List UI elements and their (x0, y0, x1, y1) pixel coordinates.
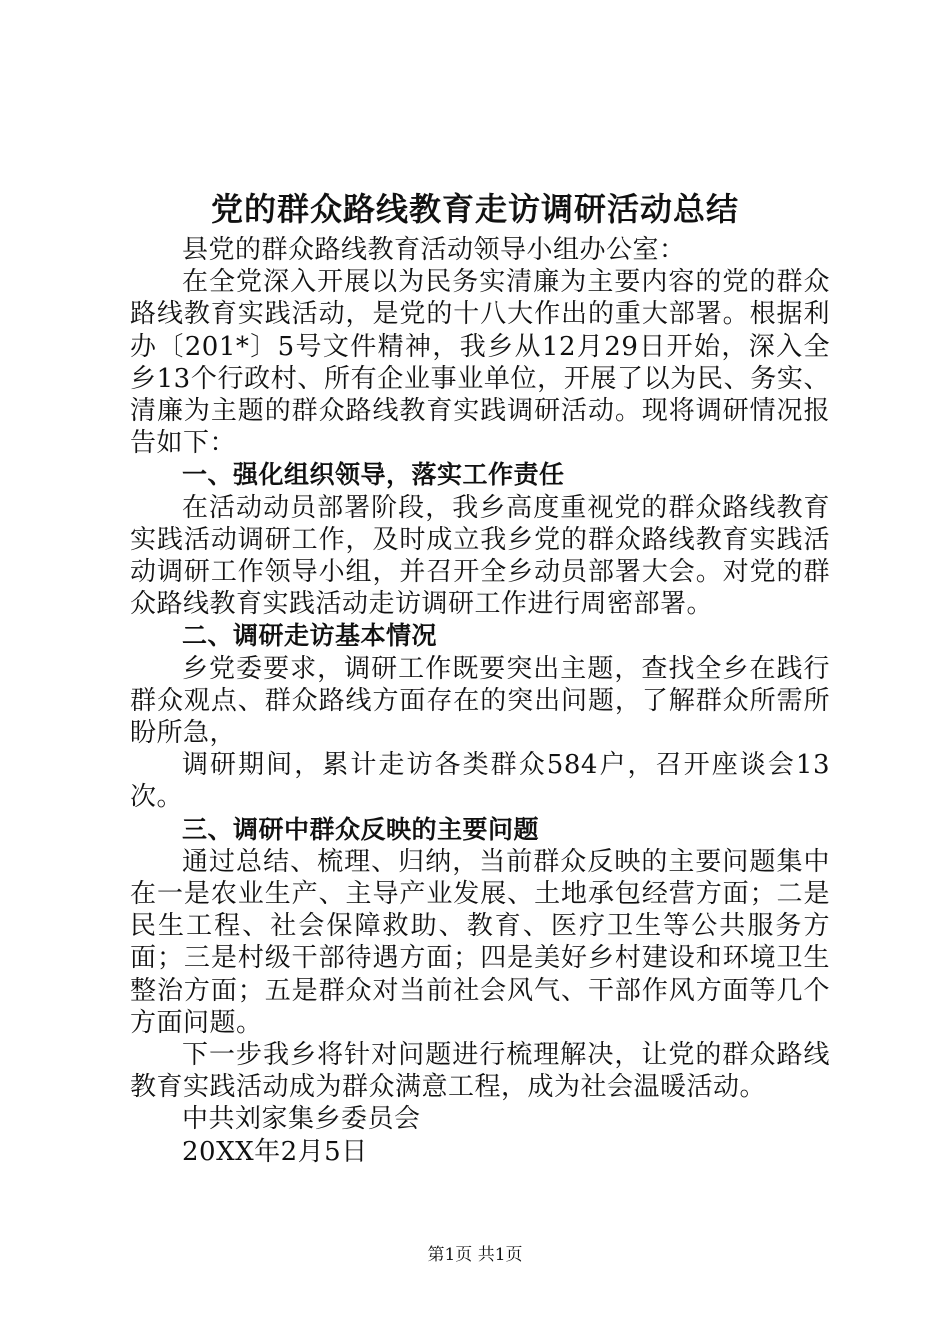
section-paragraph: 下一步我乡将针对问题进行梳理解决，让党的群众路线教育实践活动成为群众满意工程，成为社会温暖活动。 (130, 1040, 830, 1103)
section-2 (130, 620, 830, 813)
salutation: 县党的群众路线教育活动领导小组办公室： (182, 235, 686, 265)
section-heading: 三、调研中群众反映的主要问题 (182, 814, 540, 844)
section-paragraph: 调研期间，累计走访各类群众584户，召开座谈会13次。 (130, 750, 830, 813)
document-body (130, 234, 830, 1168)
intro-paragraph: 在全党深入开展以为民务实清廉为主要内容的党的群众路线教育实践活动，是党的十八大作出的重大部署。根据利办〔201*〕5号文件精神，我乡从12月29日开始，深入全乡13个行政村、所有企业事业单位，开展了以为民、务实、清廉为主题的群众路线教育实践调研活动。现将调研情况报告如下： (130, 267, 830, 459)
document-date: 20XX年2月5日 (182, 1136, 368, 1167)
section-paragraph: 通过总结、梳理、归纳，当前群众反映的主要问题集中在一是农业生产、主导产业发展、土地承包经营方面；二是民生工程、社会保障救助、教育、医疗卫生等公共服务方面；三是村级干部待遇方面；四是美好乡村建设和环境卫生整治方面；五是群众对当前社会风气、干部作风方面等几个方面问题。 (130, 846, 830, 1038)
page-footer: 第1页 共1页 (427, 1245, 523, 1265)
section-3 (130, 814, 830, 1104)
document-title: 党的群众路线教育走访调研活动总结 (210, 190, 739, 228)
signature: 中共刘家集乡委员会 (182, 1104, 421, 1135)
section-paragraph: 在活动动员部署阶段，我乡高度重视党的群众路线教育实践活动调研工作，及时成立我乡党的群众路线教育实践活动调研工作领导小组，并召开全乡动员部署大会。对党的群众路线教育实践活动走访调研工作进行周密部署。 (130, 492, 830, 620)
section-paragraph: 乡党委要求，调研工作既要突出主题，查找全乡在践行群众观点、群众路线方面存在的突出问题，了解群众所需所盼所急， (130, 653, 830, 749)
section-heading: 一、强化组织领导，落实工作责任 (182, 460, 565, 490)
section-1 (130, 459, 830, 620)
section-heading: 二、调研走访基本情况 (182, 621, 438, 651)
